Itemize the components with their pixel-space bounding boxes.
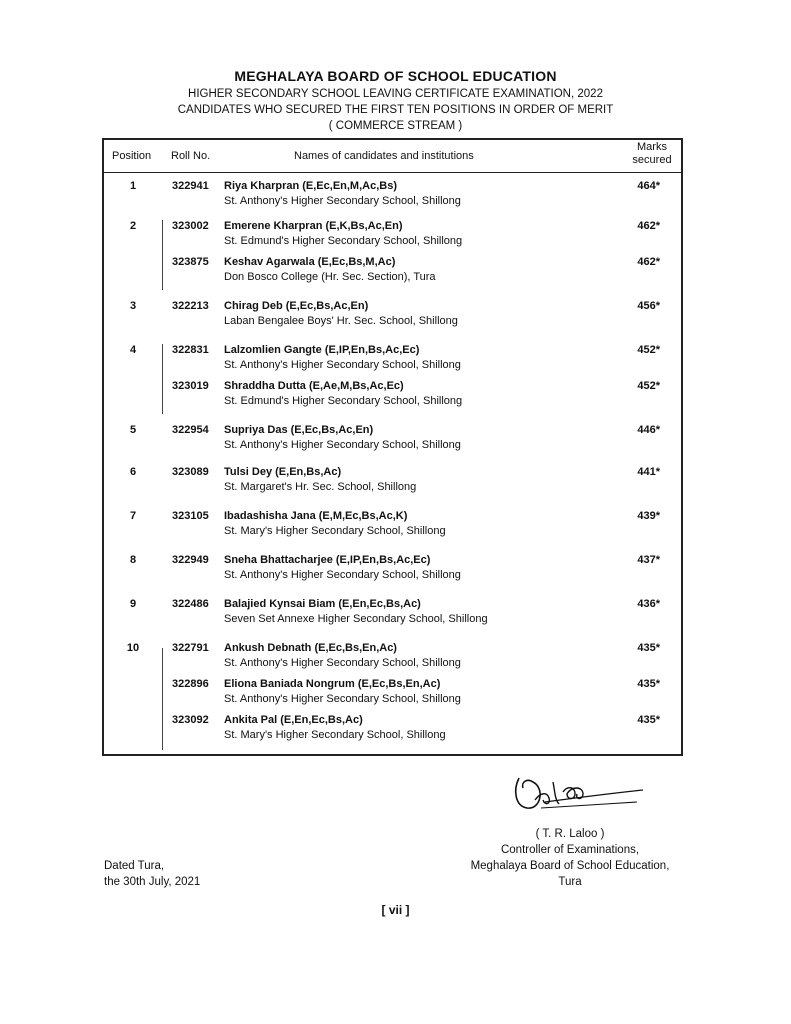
- row-candidate-name: Shraddha Dutta (E,Ae,M,Bs,Ac,Ec): [224, 380, 404, 392]
- row-position: 2: [129, 220, 137, 232]
- row-candidate-name: Chirag Deb (E,Ec,Bs,Ac,En): [224, 300, 369, 312]
- row-institution: St. Anthony's Higher Secondary School, Shillong: [224, 569, 461, 581]
- row-marks: 437*: [637, 554, 660, 566]
- row-institution: St. Mary's Higher Secondary School, Shillong: [224, 729, 446, 741]
- row-position: 4: [129, 344, 137, 356]
- row-roll-number: 322486: [172, 598, 209, 610]
- row-roll-number: 323105: [172, 510, 209, 522]
- tie-bracket: [162, 648, 163, 750]
- row-candidate-name: Tulsi Dey (E,En,Bs,Ac): [224, 466, 342, 478]
- row-institution: Don Bosco College (Hr. Sec. Section), Tura: [224, 271, 436, 283]
- row-institution: St. Edmund's Higher Secondary School, Shillong: [224, 235, 463, 247]
- row-candidate-name: Emerene Kharpran (E,K,Bs,Ac,En): [224, 220, 403, 232]
- row-position: 8: [129, 554, 137, 566]
- table-header-row: [104, 140, 681, 173]
- row-institution: St. Anthony's Higher Secondary School, Shillong: [224, 359, 461, 371]
- row-roll-number: 323092: [172, 714, 209, 726]
- row-candidate-name: Ankita Pal (E,En,Ec,Bs,Ac): [224, 714, 363, 726]
- row-candidate-name: Lalzomlien Gangte (E,IP,En,Bs,Ac,Ec): [224, 344, 420, 356]
- dated-place: Dated Tura,: [104, 860, 165, 872]
- row-position: 9: [129, 598, 137, 610]
- signature: [505, 768, 655, 823]
- tie-bracket: [162, 344, 163, 414]
- row-marks: 435*: [637, 642, 660, 654]
- marks-header-line1: Marks: [637, 141, 667, 153]
- signatory-name: ( T. R. Laloo ): [535, 828, 605, 840]
- row-candidate-name: Balajied Kynsai Biam (E,En,Ec,Bs,Ac): [224, 598, 421, 610]
- row-roll-number: 322213: [172, 300, 209, 312]
- row-marks: 452*: [637, 344, 660, 356]
- signatory-designation: Controller of Examinations,: [500, 844, 640, 856]
- row-marks: 452*: [637, 380, 660, 392]
- row-marks: 464*: [637, 180, 660, 192]
- row-candidate-name: Keshav Agarwala (E,Ec,Bs,M,Ac): [224, 256, 396, 268]
- row-roll-number: 323002: [172, 220, 209, 232]
- row-institution: Seven Set Annexe Higher Secondary School, Shillong: [224, 613, 488, 625]
- row-candidate-name: Sneha Bhattacharjee (E,IP,En,Bs,Ac,Ec): [224, 554, 431, 566]
- row-roll-number: 322949: [172, 554, 209, 566]
- dated-date: the 30th July, 2021: [104, 876, 201, 888]
- row-roll-number: 323875: [172, 256, 209, 268]
- exam-title: HIGHER SECONDARY SCHOOL LEAVING CERTIFICATE EXAMINATION, 2022: [188, 88, 603, 100]
- row-roll-number: 322941: [172, 180, 209, 192]
- row-candidate-name: Ankush Debnath (E,Ec,Bs,En,Ac): [224, 642, 397, 654]
- row-position: 1: [129, 180, 137, 192]
- signatory-place: Tura: [558, 876, 582, 888]
- column-header-roll: Roll No.: [171, 150, 211, 162]
- row-marks: 435*: [637, 714, 660, 726]
- row-institution: St. Anthony's Higher Secondary School, Shillong: [224, 439, 461, 451]
- row-institution: St. Anthony's Higher Secondary School, Shillong: [224, 195, 461, 207]
- row-marks: 435*: [637, 678, 660, 690]
- row-candidate-name: Riya Kharpran (E,Ec,En,M,Ac,Bs): [224, 180, 397, 192]
- row-position: 10: [126, 642, 140, 654]
- stream-label: ( COMMERCE STREAM ): [328, 120, 463, 132]
- row-roll-number: 323089: [172, 466, 209, 478]
- signature-image: [505, 768, 655, 818]
- marks-header-line2: secured: [632, 154, 672, 166]
- row-institution: St. Edmund's Higher Secondary School, Shillong: [224, 395, 463, 407]
- row-marks: 462*: [637, 220, 660, 232]
- row-institution: St. Anthony's Higher Secondary School, Shillong: [224, 693, 461, 705]
- row-candidate-name: Eliona Baniada Nongrum (E,Ec,Bs,En,Ac): [224, 678, 441, 690]
- row-marks: 446*: [637, 424, 660, 436]
- row-institution: St. Margaret's Hr. Sec. School, Shillong: [224, 481, 417, 493]
- merit-table: [102, 138, 683, 756]
- row-roll-number: 323019: [172, 380, 209, 392]
- row-position: 6: [129, 466, 137, 478]
- row-institution: St. Mary's Higher Secondary School, Shillong: [224, 525, 446, 537]
- row-candidate-name: Supriya Das (E,Ec,Bs,Ac,En): [224, 424, 374, 436]
- row-roll-number: 322831: [172, 344, 209, 356]
- row-position: 3: [129, 300, 137, 312]
- row-roll-number: 322791: [172, 642, 209, 654]
- tie-bracket: [162, 220, 163, 290]
- row-marks: 441*: [637, 466, 660, 478]
- row-marks: 456*: [637, 300, 660, 312]
- row-institution: Laban Bengalee Boys' Hr. Sec. School, Shillong: [224, 315, 458, 327]
- page-number: [ vii ]: [381, 903, 410, 917]
- column-header-position: Position: [112, 150, 152, 162]
- row-institution: St. Anthony's Higher Secondary School, Shillong: [224, 657, 461, 669]
- board-title: MEGHALAYA BOARD OF SCHOOL EDUCATION: [234, 68, 557, 84]
- row-candidate-name: Ibadashisha Jana (E,M,Ec,Bs,Ac,K): [224, 510, 408, 522]
- row-roll-number: 322896: [172, 678, 209, 690]
- merit-subtitle: CANDIDATES WHO SECURED THE FIRST TEN POSITIONS IN ORDER OF MERIT: [177, 104, 614, 116]
- column-header-marks: [624, 141, 680, 167]
- row-marks: 436*: [637, 598, 660, 610]
- row-position: 5: [129, 424, 137, 436]
- column-header-name: Names of candidates and institutions: [294, 150, 474, 162]
- row-marks: 462*: [637, 256, 660, 268]
- row-roll-number: 322954: [172, 424, 209, 436]
- signatory-board: Meghalaya Board of School Education,: [470, 860, 670, 872]
- row-marks: 439*: [637, 510, 660, 522]
- row-position: 7: [129, 510, 137, 522]
